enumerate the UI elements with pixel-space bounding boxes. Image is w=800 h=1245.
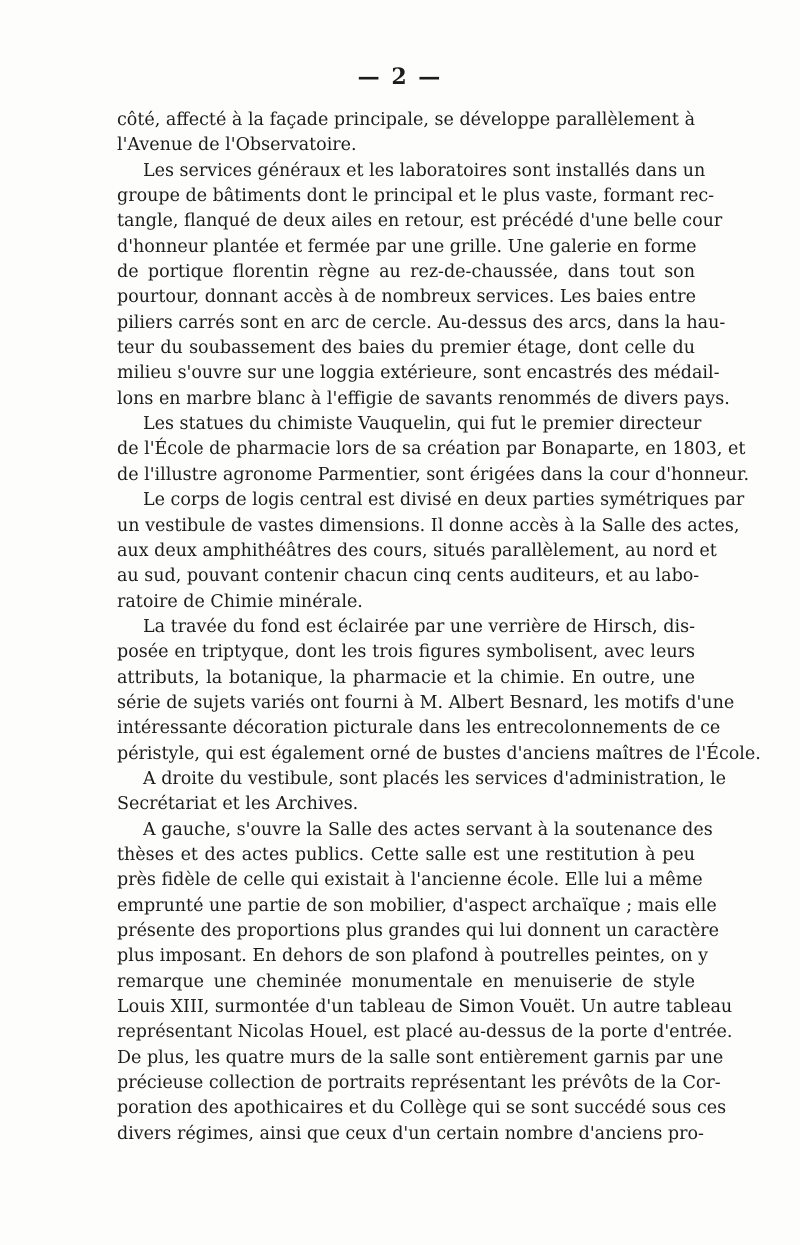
- text-line: près fidèle de celle qui existait à l'ancienne école. Elle lui a même: [117, 870, 703, 891]
- text-line: pourtour, donnant accès à de nombreux services. Les baies entre: [117, 287, 696, 308]
- text-line: péristyle, qui est également orné de bustes d'anciens maîtres de l'École.: [117, 743, 761, 764]
- text-line: La travée du fond est éclairée par une verrière de Hirsch, dis-: [143, 616, 695, 637]
- text-line: posée en triptyque, dont les trois figures symbolisent, avec leurs: [117, 642, 695, 663]
- text-line: De plus, les quatre murs de la salle sont entièrement garnis par une: [117, 1047, 724, 1068]
- text-line: présente des proportions plus grandes qui lui donnent un caractère: [117, 921, 719, 941]
- text-line: aux deux amphithéâtres des cours, situés parallèlement, au nord et: [117, 540, 717, 561]
- text-line: lons en marbre blanc à l'effigie de savants renommés de divers pays.: [117, 388, 730, 409]
- text-line: piliers carrés sont en arc de cercle. Au-dessus des arcs, dans la hau-: [117, 312, 726, 333]
- text-line: Louis XIII, surmontée d'un tableau de Simon Vouët. Un autre tableau: [117, 997, 733, 1018]
- text-line: Les services généraux et les laboratoires sont installés dans un: [143, 160, 706, 181]
- text-line: de l'École de pharmacie lors de sa création par Bonaparte, en 1803, et: [117, 439, 746, 460]
- text-line: représentant Nicolas Houel, est placé au-dessus de la porte d'entrée.: [117, 1022, 733, 1043]
- text-line: un vestibule de vastes dimensions. Il donne accès à la Salle des actes,: [117, 515, 740, 536]
- text-line: côté, affecté à la façade principale, se développe parallèlement à: [117, 110, 695, 130]
- page-number: — 2 —: [357, 64, 443, 90]
- text-line: A gauche, s'ouvre la Salle des actes servant à la soutenance des: [143, 819, 713, 840]
- text-line: thèses et des actes publics. Cette salle est une restitution à peu: [117, 844, 695, 865]
- text-line: tangle, flanqué de deux ailes en retour, est précédé d'une belle cour: [117, 211, 723, 232]
- text-line: emprunté une partie de son mobilier, d'aspect archaïque ; mais elle: [117, 895, 717, 916]
- text-line: groupe de bâtiments dont le principal et le plus vaste, formant rec-: [117, 186, 715, 207]
- text-line: teur du soubassement des baies du premier étage, dont celle du: [117, 338, 695, 359]
- text-line: intéressante décoration picturale dans les entrecolonnements de ce: [117, 718, 721, 739]
- text-line: de portique florentin règne au rez-de-chaussée, dans tout son: [117, 262, 695, 283]
- text-line: de l'illustre agronome Parmentier, sont érigées dans la cour d'honneur.: [117, 464, 750, 485]
- text-line: précieuse collection de portraits représentant les prévôts de la Cor-: [117, 1073, 721, 1094]
- text-line: Les statues du chimiste Vauquelin, qui fut le premier directeur: [143, 414, 702, 435]
- text-line: série de sujets variés ont fourni à M. Albert Besnard, les motifs d'une: [117, 692, 735, 713]
- text-line: ratoire de Chimie minérale.: [117, 591, 363, 612]
- text-line: d'honneur plantée et fermée par une grille. Une galerie en forme: [117, 236, 697, 257]
- text-line: Le corps de logis central est divisé en deux parties symétriques par: [143, 490, 745, 511]
- text-line: l'Avenue de l'Observatoire.: [117, 135, 357, 156]
- text-line: divers régimes, ainsi que ceux d'un certain nombre d'anciens pro-: [117, 1123, 704, 1144]
- text-line: poration des apothicaires et du Collège qui se sont succédé sous ces: [117, 1098, 727, 1119]
- text-line: attributs, la botanique, la pharmacie et la chimie. En outre, une: [117, 667, 695, 688]
- text-line: plus imposant. En dehors de son plafond à poutrelles peintes, on y: [117, 946, 709, 967]
- text-line: A droite du vestibule, sont placés les services d'administration, le: [143, 768, 727, 789]
- text-line: milieu s'ouvre sur une loggia extérieure, sont encastrés des médail-: [117, 363, 720, 384]
- body-text: [117, 108, 761, 1147]
- text-line: au sud, pouvant contenir chacun cinq cents auditeurs, et au labo-: [117, 566, 700, 587]
- text-line: Secrétariat et les Archives.: [117, 794, 359, 815]
- text-line: remarque une cheminée monumentale en menuiserie de style: [117, 971, 695, 992]
